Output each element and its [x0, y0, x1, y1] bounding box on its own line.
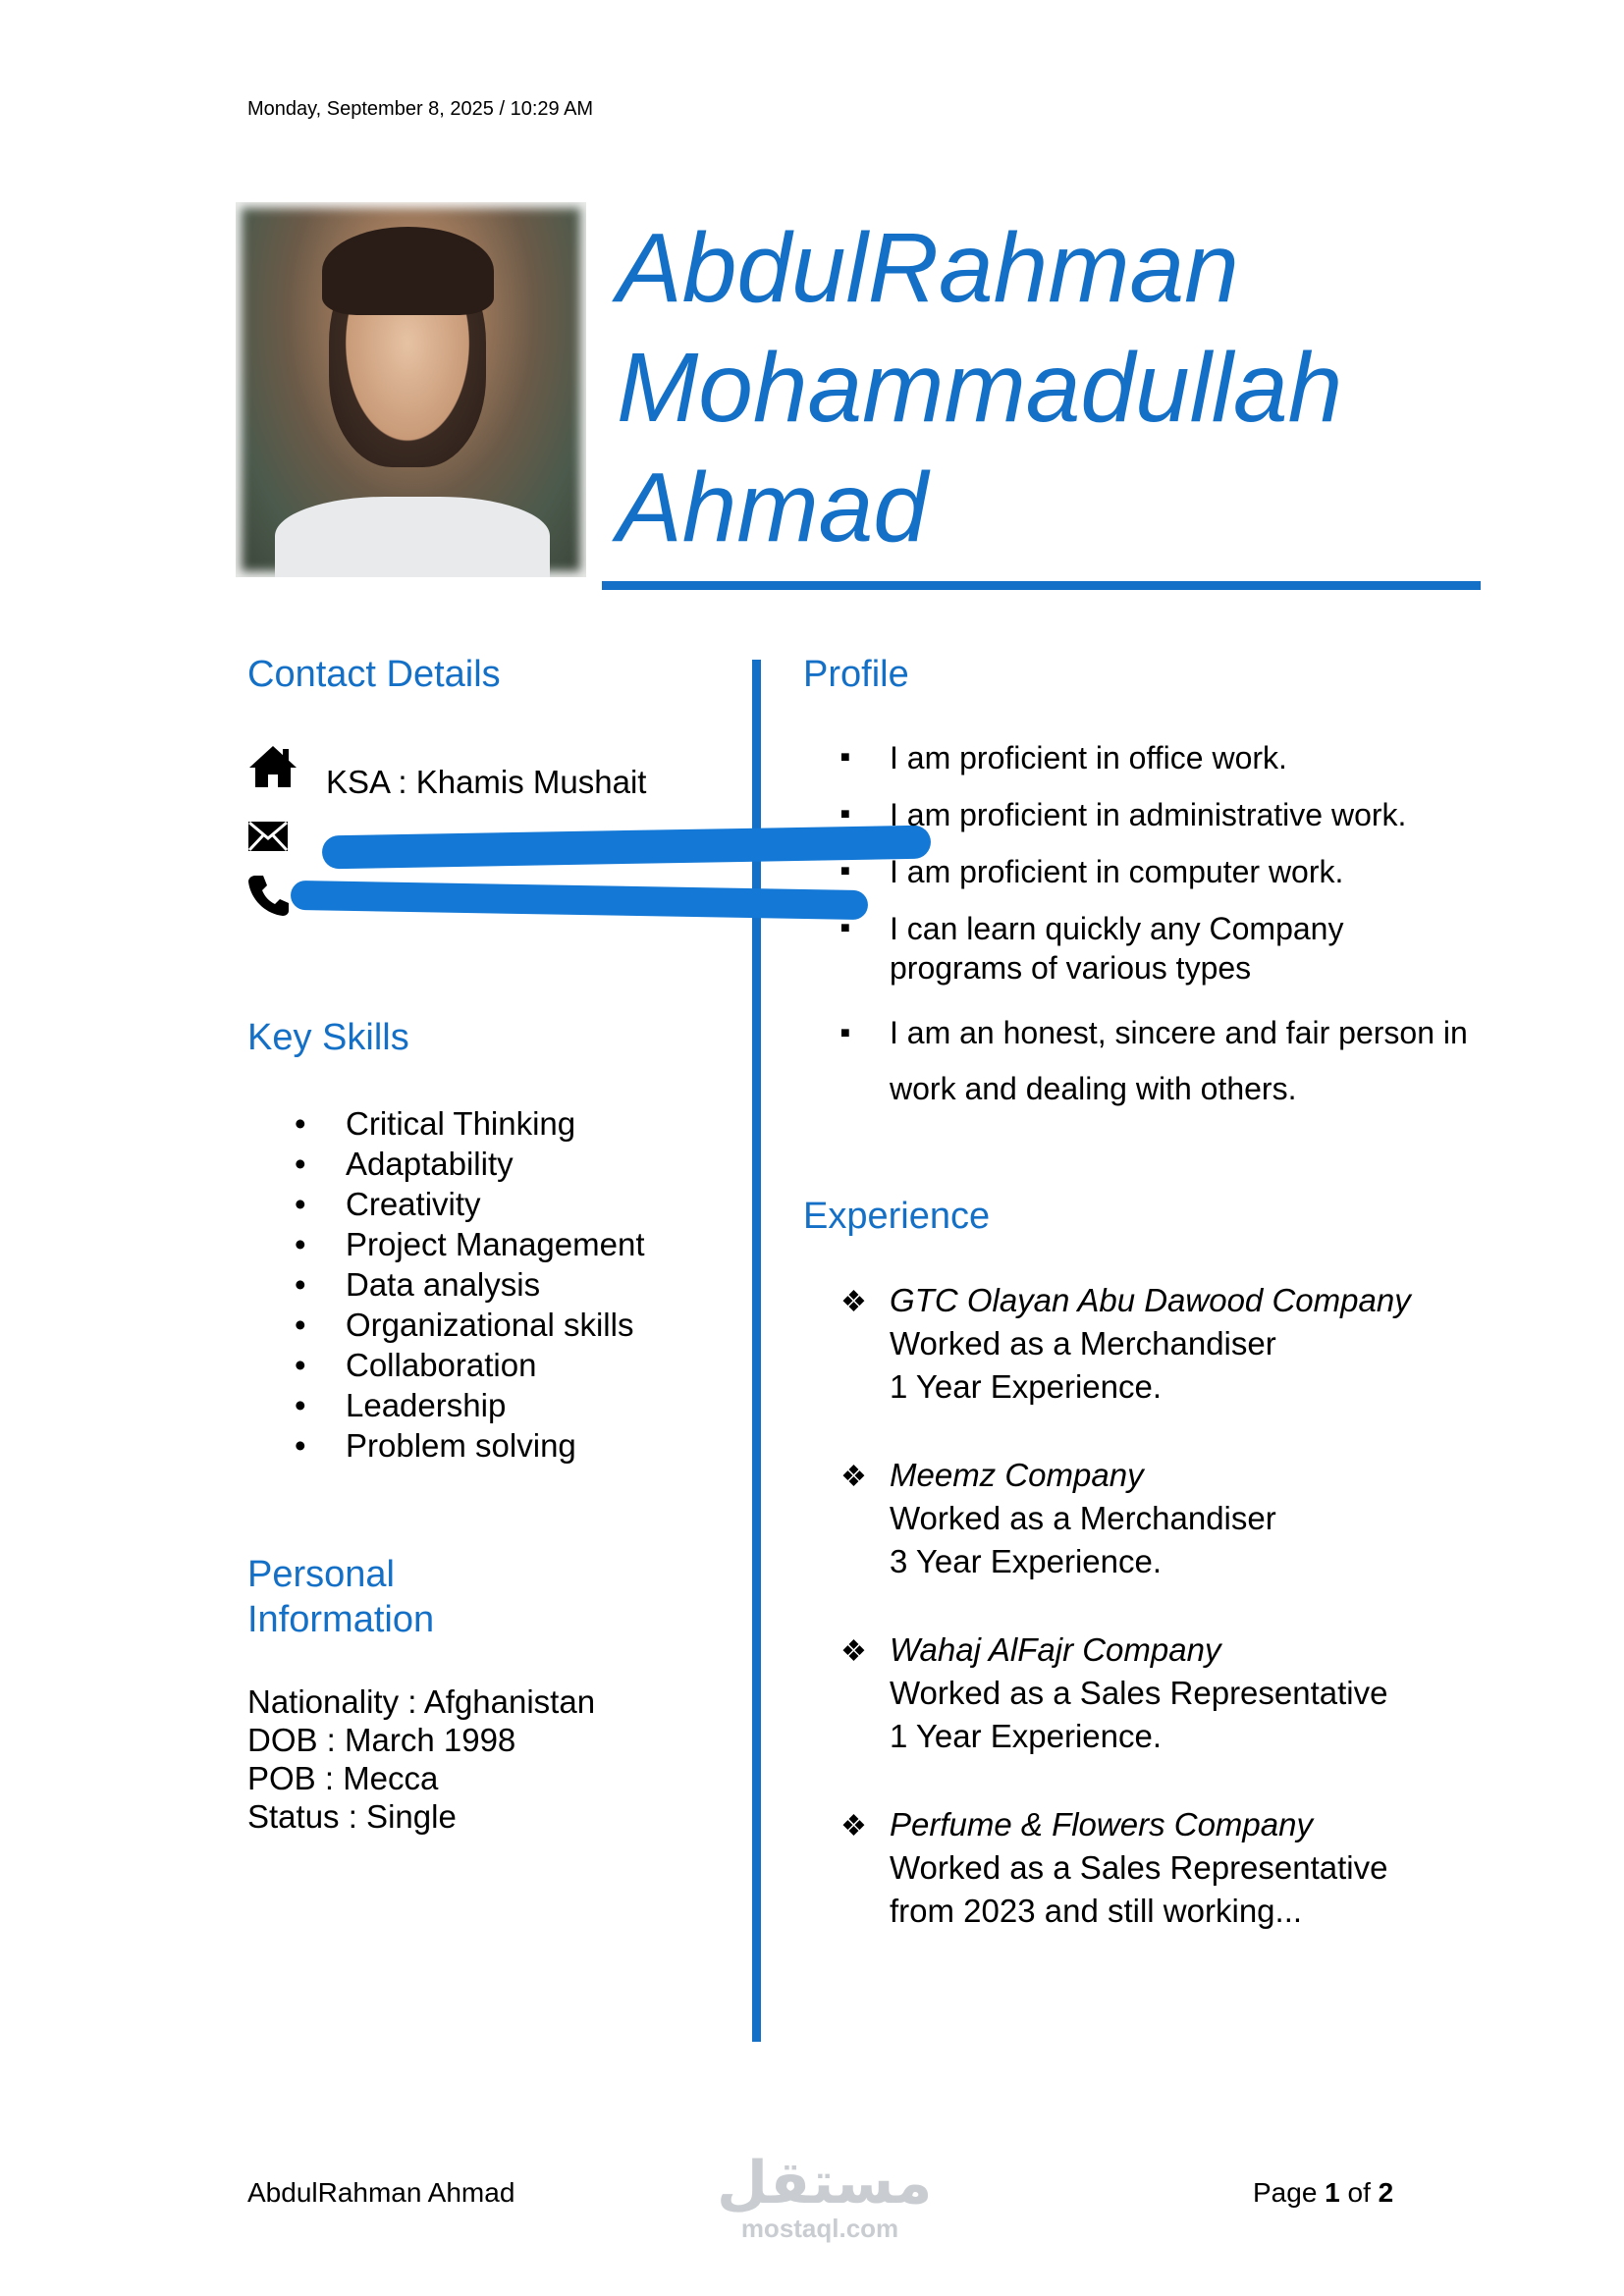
column-divider	[752, 660, 761, 2042]
page-number	[1253, 2177, 1393, 2209]
profile-item: ■ I am proficient in office work.	[840, 738, 1508, 777]
page-of: of	[1339, 2177, 1379, 2208]
watermark-latin: mostaql.com	[740, 2214, 899, 2243]
experience-heading: Experience	[803, 1196, 991, 1237]
footer-name: AbdulRahman Ahmad	[247, 2177, 515, 2208]
company-name: GTC Olayan Abu Dawood Company	[890, 1282, 1411, 1318]
job-role: Worked as a Sales Representative	[890, 1849, 1388, 1886]
diamond-bullet-icon: ❖	[840, 1286, 867, 1318]
profile-list	[840, 738, 1508, 1135]
job-role: Worked as a Merchandiser	[890, 1325, 1276, 1362]
skill-item: • Data analysis	[295, 1264, 645, 1305]
name-line-1: AbdulRahman	[617, 213, 1239, 323]
skill-item: • Leadership	[295, 1385, 645, 1425]
skills-list	[295, 1103, 645, 1466]
envelope-icon	[247, 821, 289, 852]
skill-item: • Organizational skills	[295, 1305, 645, 1345]
phone-redaction	[291, 881, 868, 920]
skill-item: • Adaptability	[295, 1144, 645, 1184]
watermark-arabic: مستقل	[717, 2149, 933, 2217]
job-duration: 1 Year Experience.	[890, 1718, 1163, 1754]
skill-item: • Creativity	[295, 1184, 645, 1224]
header-date: Monday, September 8, 2025 / 10:29 AM	[247, 98, 594, 120]
personal-info	[247, 1682, 595, 1836]
marital-status: Status : Single	[247, 1798, 457, 1835]
company-name: Perfume & Flowers Company	[890, 1806, 1313, 1842]
watermark-logo	[717, 2149, 933, 2243]
diamond-bullet-icon: ❖	[840, 1635, 867, 1668]
company-name: Wahaj AlFajr Company	[890, 1631, 1221, 1668]
skill-item: • Collaboration	[295, 1345, 645, 1385]
profile-photo	[236, 202, 586, 577]
profile-item: ■ I am proficient in administrative work.	[840, 795, 1508, 834]
diamond-bullet-icon: ❖	[840, 1810, 867, 1842]
skill-item: • Problem solving	[295, 1425, 645, 1466]
name-line-3: Ahmad	[617, 453, 928, 562]
home-icon	[247, 744, 298, 789]
job-duration: from 2023 and still working...	[890, 1893, 1303, 1929]
profile-item: ■ I am proficient in computer work.	[840, 852, 1508, 891]
contact-heading: Contact Details	[247, 654, 501, 695]
place-of-birth: POB : Mecca	[247, 1760, 439, 1796]
personal-heading: Personal Information	[247, 1554, 435, 1640]
name-line-2: Mohammadullah	[617, 333, 1343, 443]
nationality: Nationality : Afghanistan	[247, 1683, 596, 1720]
candidate-name	[617, 208, 1500, 567]
location-text: KSA : Khamis Mushait	[326, 764, 647, 800]
skill-item: • Project Management	[295, 1224, 645, 1264]
date-of-birth: DOB : March 1998	[247, 1722, 516, 1758]
page-current: 1	[1325, 2177, 1340, 2208]
job-role: Worked as a Sales Representative	[890, 1675, 1388, 1711]
profile-heading: Profile	[803, 654, 909, 695]
phone-icon	[247, 874, 291, 917]
profile-item: ■ I can learn quickly any Company programs of various types	[840, 909, 1400, 988]
skill-item: • Critical Thinking	[295, 1103, 645, 1144]
job-duration: 3 Year Experience.	[890, 1543, 1163, 1579]
skills-heading: Key Skills	[247, 1017, 409, 1058]
page-prefix: Page	[1253, 2177, 1326, 2208]
diamond-bullet-icon: ❖	[840, 1461, 867, 1493]
job-role: Worked as a Merchandiser	[890, 1500, 1276, 1536]
name-underline	[602, 581, 1481, 590]
job-duration: 1 Year Experience.	[890, 1368, 1163, 1405]
profile-item: ■ I am an honest, sincere and fair person in work and dealing with others.	[840, 1005, 1498, 1117]
company-name: Meemz Company	[890, 1457, 1144, 1493]
page-total: 2	[1378, 2177, 1394, 2208]
